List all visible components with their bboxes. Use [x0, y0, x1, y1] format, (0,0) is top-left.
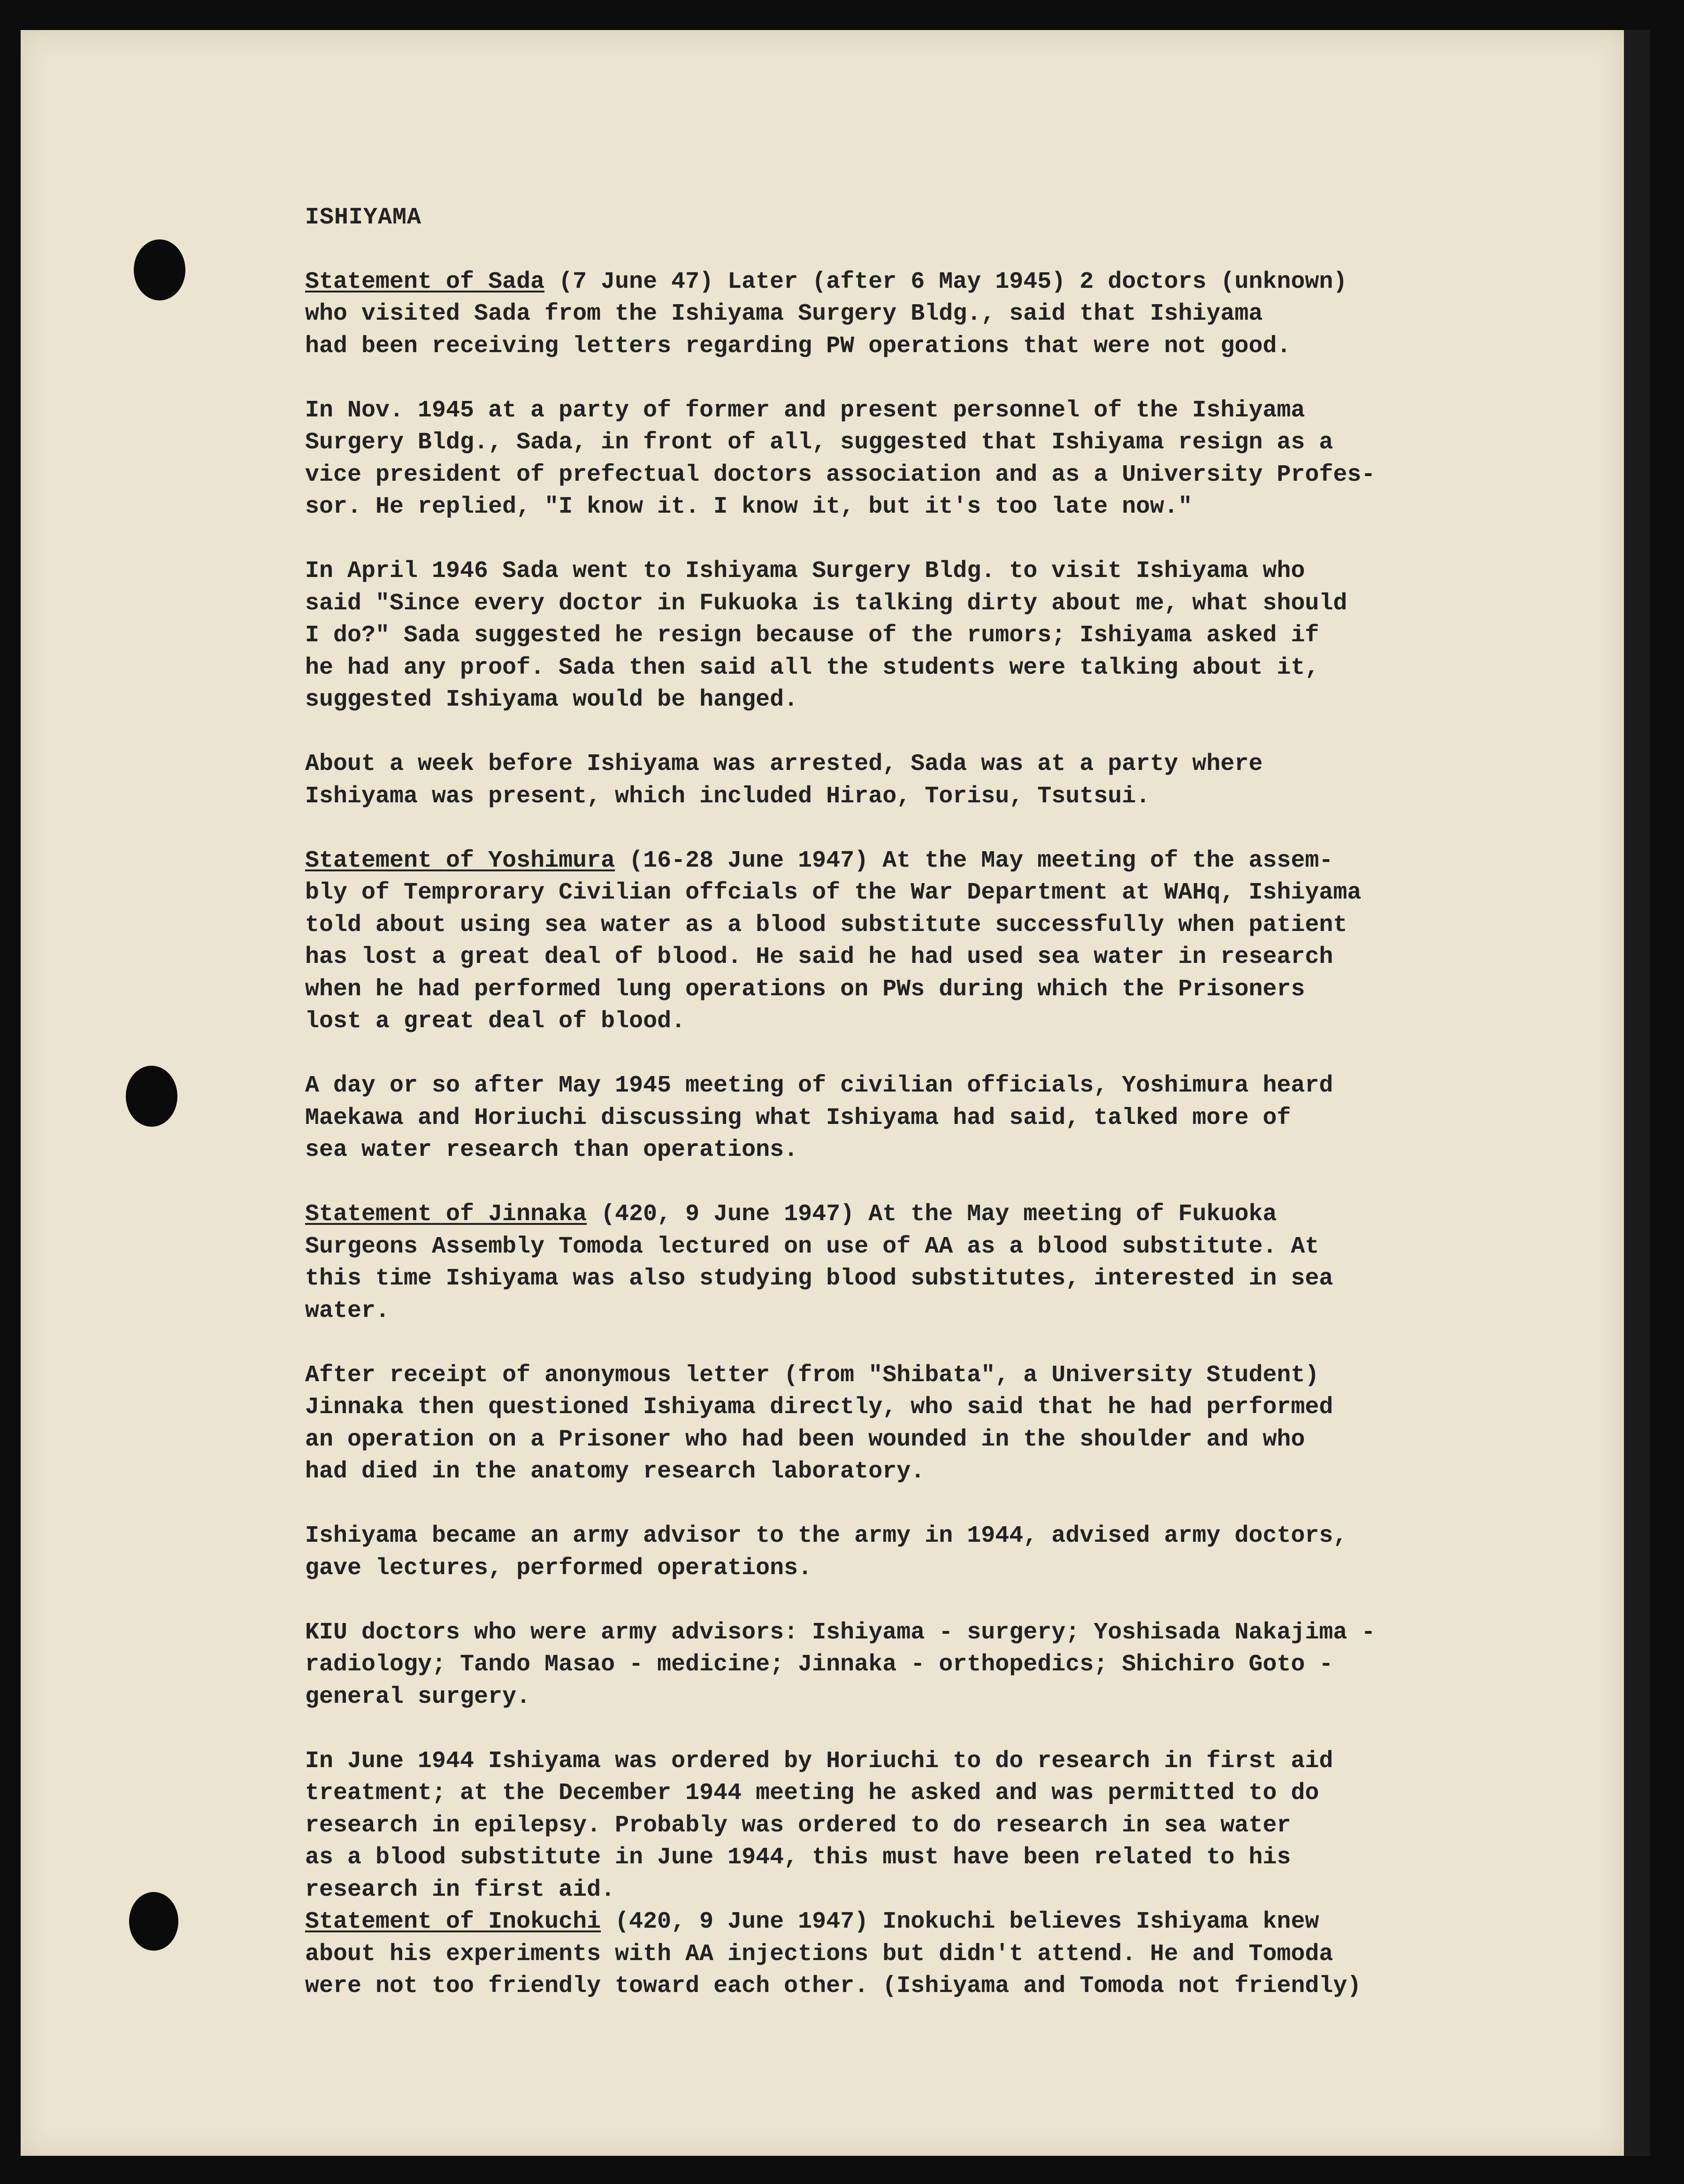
- punch-hole-bottom: [129, 1892, 178, 1951]
- paragraph-sada: [305, 266, 1544, 363]
- section-heading: Statement of Sada: [305, 268, 545, 295]
- paragraph-yoshimura: [305, 845, 1544, 1038]
- paragraph: A day or so after May 1945 meeting of civilian officials, Yoshimura heard Maekawa and Horiuchi discussing what Ishiyama had said, talked more of sea water research than operations.: [305, 1072, 1333, 1163]
- paragraph: Ishiyama became an army advisor to the army in 1944, advised army doctors, gave lectures, performed operations.: [305, 1523, 1347, 1582]
- page-title: ISHIYAMA: [305, 204, 422, 231]
- section-heading: Statement of Inokuchi: [305, 1908, 601, 1935]
- paragraph-text: (7 June 47) Later (after 6 May 1945) 2 doctors (unknown) who visited Sada from the Ishiyama Surgery Bldg., said that Ishiyama had been receiving letters regarding PW operations that were not good.: [305, 268, 1347, 360]
- paragraph: In Nov. 1945 at a party of former and present personnel of the Ishiyama Surgery Bldg., Sada, in front of all, suggested that Ishiyama resign as a vice president of prefectual doctors association and as a University Profes- sor. He replied, "I know it. I know it, but it's too late now.": [305, 397, 1376, 520]
- paragraph: In June 1944 Ishiyama was ordered by Horiuchi to do research in first aid treatment; at the December 1944 meeting he asked and was permitted to do research in epilepsy. Probably was ordered to do research in sea water as a blood substitute in June 1944, this must have been related to his research in first aid.: [305, 1747, 1333, 1903]
- punch-hole-top: [134, 239, 185, 300]
- paragraph-text: (420, 9 June 1947) Inokuchi believes Ishiyama knew about his experiments with AA injections but didn't attend. He and Tomoda were not too friendly toward each other. (Ishiyama and Tomoda not friendly): [305, 1908, 1362, 1999]
- paragraph: KIU doctors who were army advisors: Ishiyama - surgery; Yoshisada Nakajima - radiology; Tando Masao - medicine; Jinnaka - orthopedics; Shichiro Goto - general surgery.: [305, 1619, 1376, 1710]
- punch-hole-middle: [126, 1066, 177, 1127]
- paragraph-jinnaka: [305, 1199, 1544, 1327]
- background-edge: [1624, 30, 1650, 2156]
- paragraph-text: (16-28 June 1947) At the May meeting of the assem- bly of Temprorary Civilian offcials of the War Department at WAHq, Ishiyama told about using sea water as a blood substitute successfully when patient has lost a great deal of blood. He said he had used sea water in research when he had performed lung operations on PWs during which the Prisoners lost a great deal of blood.: [305, 847, 1362, 1035]
- paragraph: In April 1946 Sada went to Ishiyama Surgery Bldg. to visit Ishiyama who said "Since every doctor in Fukuoka is talking dirty about me, what should I do?" Sada suggested he resign because of the rumors; Ishiyama asked if he had any proof. Sada then said all the students were talking about it, suggested Ishiyama would be hanged.: [305, 558, 1347, 713]
- section-heading: Statement of Jinnaka: [305, 1201, 587, 1228]
- paragraph-text: (420, 9 June 1947) At the May meeting of Fukuoka Surgeons Assembly Tomoda lectured on use of AA as a blood substitute. At this time Ishiyama was also studying blood substitutes, interested in sea water.: [305, 1201, 1333, 1324]
- section-heading: Statement of Yoshimura: [305, 847, 615, 874]
- page-body: [305, 202, 1544, 2003]
- paragraph-inokuchi: [305, 1906, 1544, 2003]
- paragraph: About a week before Ishiyama was arrested, Sada was at a party where Ishiyama was present, which included Hirao, Torisu, Tsutsui.: [305, 751, 1263, 810]
- paragraph: After receipt of anonymous letter (from "Shibata", a University Student) Jinnaka then questioned Ishiyama directly, who said that he had performed an operation on a Prisoner who had been wounded in the shoulder and who had died in the anatomy research laboratory.: [305, 1361, 1333, 1485]
